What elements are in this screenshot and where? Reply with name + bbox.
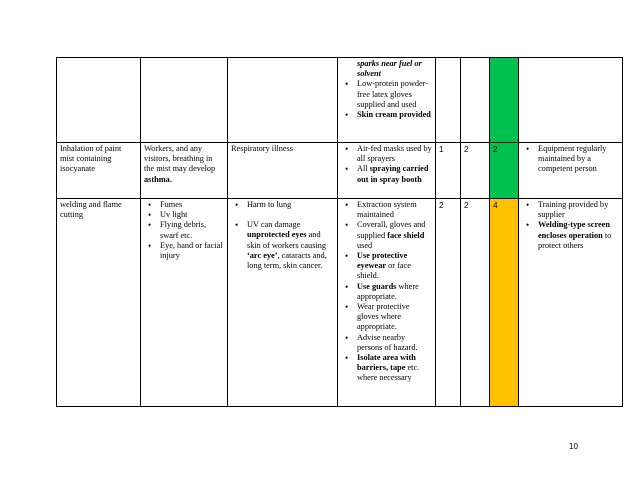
harm-cell: [228, 199, 338, 407]
list-item: • Eye, hand or facial injury: [144, 241, 224, 261]
control-list: [341, 200, 432, 384]
table-row: [57, 143, 623, 199]
list-item: • Fumes: [144, 200, 224, 210]
list-item: • Low-protein powder-free latex gloves supplied and used: [341, 79, 432, 110]
likelihood-cell: 2: [436, 199, 461, 407]
likelihood-cell: 1: [436, 143, 461, 199]
list-item: • Coverall, gloves and supplied face shield used: [341, 220, 432, 251]
hazard-list: [144, 200, 224, 261]
list-item: • Wear protective gloves where appropriate.: [341, 302, 432, 333]
page-number: 10: [569, 442, 578, 451]
risk-assessment-table: [56, 57, 623, 407]
who-cell: [141, 199, 228, 407]
list-item: • All spraying carried out in spray booth: [341, 164, 432, 184]
likelihood-cell: [436, 58, 461, 143]
list-item: • UV can damage unprotected eyes and skin of workers causing ‘arc eye’, cataracts and, long term, skin cancer.: [231, 220, 334, 271]
severity-cell: 2: [461, 143, 490, 199]
control-list: [341, 144, 432, 185]
who-cell: Workers, and any visitors, breathing in the mist may develop asthma.: [141, 143, 228, 199]
action-list: [522, 200, 619, 251]
list-item: • Equipment regularly maintained by a competent person: [522, 144, 619, 175]
controls-cell: [338, 58, 436, 143]
severity-cell: 2: [461, 199, 490, 407]
list-item: • Extraction system maintained: [341, 200, 432, 220]
list-item: • Advise nearby persons of hazard.: [341, 333, 432, 353]
list-item: • Uv light: [144, 210, 224, 220]
list-item: • Flying debris, swarf etc.: [144, 220, 224, 240]
controls-cell: [338, 143, 436, 199]
risk-rating-cell: [490, 58, 519, 143]
controls-cell: [338, 199, 436, 407]
list-item: • Welding-type screen encloses operation to protect others: [522, 220, 619, 251]
risk-rating-cell: 4: [490, 199, 519, 407]
control-lead-text: sparks near fuel or solvent: [357, 59, 422, 79]
harm-cell: [228, 58, 338, 143]
harm-cell: Respiratory illness: [228, 143, 338, 199]
table-row: [57, 58, 623, 143]
list-item: • Training provided by supplier: [522, 200, 619, 220]
severity-cell: [461, 58, 490, 143]
list-item: • Use guards where appropriate.: [341, 282, 432, 302]
list-item: • Air-fed masks used by all sprayers: [341, 144, 432, 164]
control-list: [341, 79, 432, 120]
action-list: [522, 144, 619, 175]
risk-rating-cell: 2: [490, 143, 519, 199]
activity-cell: [57, 58, 141, 143]
list-item: • Isolate area with barriers, tape etc. where necessary: [341, 353, 432, 384]
activity-cell: Inhalation of paint mist containing isocyanate: [57, 143, 141, 199]
list-item: • Skin cream provided: [341, 110, 432, 120]
action-cell: [519, 143, 623, 199]
table-row: [57, 199, 623, 407]
activity-cell: welding and flame cutting: [57, 199, 141, 407]
who-cell: [141, 58, 228, 143]
harm-list: [231, 200, 334, 271]
action-cell: [519, 199, 623, 407]
action-cell: [519, 58, 623, 143]
list-item: • Harm to lung: [231, 200, 334, 210]
list-item: • Use protective eyewear or face shield.: [341, 251, 432, 282]
